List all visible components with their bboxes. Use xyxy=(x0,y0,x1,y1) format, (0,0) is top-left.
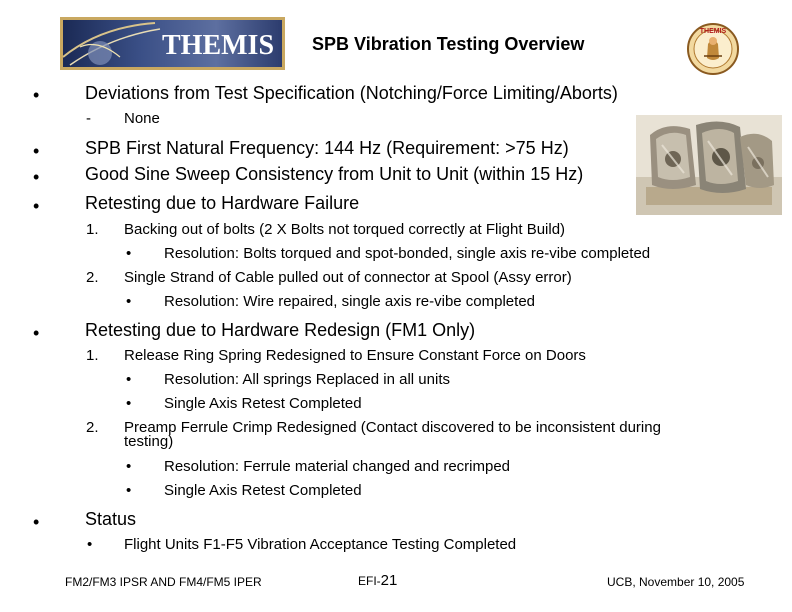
resolution-text: Resolution: Wire repaired, single axis re-vibe completed xyxy=(164,293,536,310)
page-title: SPB Vibration Testing Overview xyxy=(312,34,585,54)
bullet-status: Status xyxy=(85,509,137,529)
list-number: 1. xyxy=(86,347,99,364)
bullet-marker: • xyxy=(33,196,40,216)
themis-seal xyxy=(686,22,740,76)
bullet-marker: • xyxy=(33,141,40,161)
footer-date: UCB, November 10, 2005 xyxy=(607,575,745,589)
bullet-marker: • xyxy=(33,167,40,187)
sub-bullet-marker: • xyxy=(126,245,132,262)
list-item-continuation: testing) xyxy=(124,433,174,450)
footer-page-prefix: EFI- xyxy=(358,574,381,588)
footer-left: FM2/FM3 IPSR AND FM4/FM5 IPER xyxy=(65,575,262,589)
list-number: 1. xyxy=(86,221,99,238)
list-number: 2. xyxy=(86,269,99,286)
bullet-deviations: Deviations from Test Specification (Notching/Force Limiting/Aborts) xyxy=(85,83,618,103)
bullet-marker: • xyxy=(33,85,40,105)
footer-page xyxy=(358,572,397,590)
retest-text: Single Axis Retest Completed xyxy=(164,395,362,412)
bullet-sine-sweep: Good Sine Sweep Consistency from Unit to Unit (within 15 Hz) xyxy=(85,164,584,184)
bullet-marker: • xyxy=(33,512,40,532)
status-text: Flight Units F1-F5 Vibration Acceptance Testing Completed xyxy=(124,536,517,553)
sub-bullet-marker: • xyxy=(126,482,132,499)
seal-text: THEMIS xyxy=(699,28,727,35)
dash-marker: - xyxy=(86,110,91,127)
bullet-marker: • xyxy=(33,323,40,343)
bullet-hardware-failure: Retesting due to Hardware Failure xyxy=(85,193,360,213)
list-item: Backing out of bolts (2 X Bolts not torqued correctly at Flight Build) xyxy=(124,221,566,238)
retest-text: Single Axis Retest Completed xyxy=(164,482,362,499)
sub-bullet-marker: • xyxy=(126,371,132,388)
spb-hardware-photo xyxy=(636,115,782,215)
logo-text: THEMIS xyxy=(162,30,275,61)
page-number: 21 xyxy=(380,572,398,589)
resolution-text: Resolution: Bolts torqued and spot-bonded, single axis re-vibe completed xyxy=(164,245,651,262)
resolution-text: Resolution: All springs Replaced in all units xyxy=(164,371,450,388)
list-item: Single Strand of Cable pulled out of connector at Spool (Assy error) xyxy=(124,269,572,286)
bullet-hardware-redesign: Retesting due to Hardware Redesign (FM1 Only) xyxy=(85,320,476,340)
sub-bullet-marker: • xyxy=(126,458,132,475)
list-item: Preamp Ferrule Crimp Redesigned (Contact discovered to be inconsistent during xyxy=(124,419,661,436)
sub-bullet-marker: • xyxy=(126,293,132,310)
themis-logo xyxy=(60,17,285,70)
bullet-natural-frequency: SPB First Natural Frequency: 144 Hz (Requirement: >75 Hz) xyxy=(85,138,569,158)
list-item: Release Ring Spring Redesigned to Ensure Constant Force on Doors xyxy=(124,347,586,364)
resolution-text: Resolution: Ferrule material changed and recrimped xyxy=(164,458,511,475)
sub-bullet-marker: • xyxy=(87,536,93,553)
list-number: 2. xyxy=(86,419,99,436)
sub-item-none: None xyxy=(124,110,160,127)
sub-bullet-marker: • xyxy=(126,395,132,412)
